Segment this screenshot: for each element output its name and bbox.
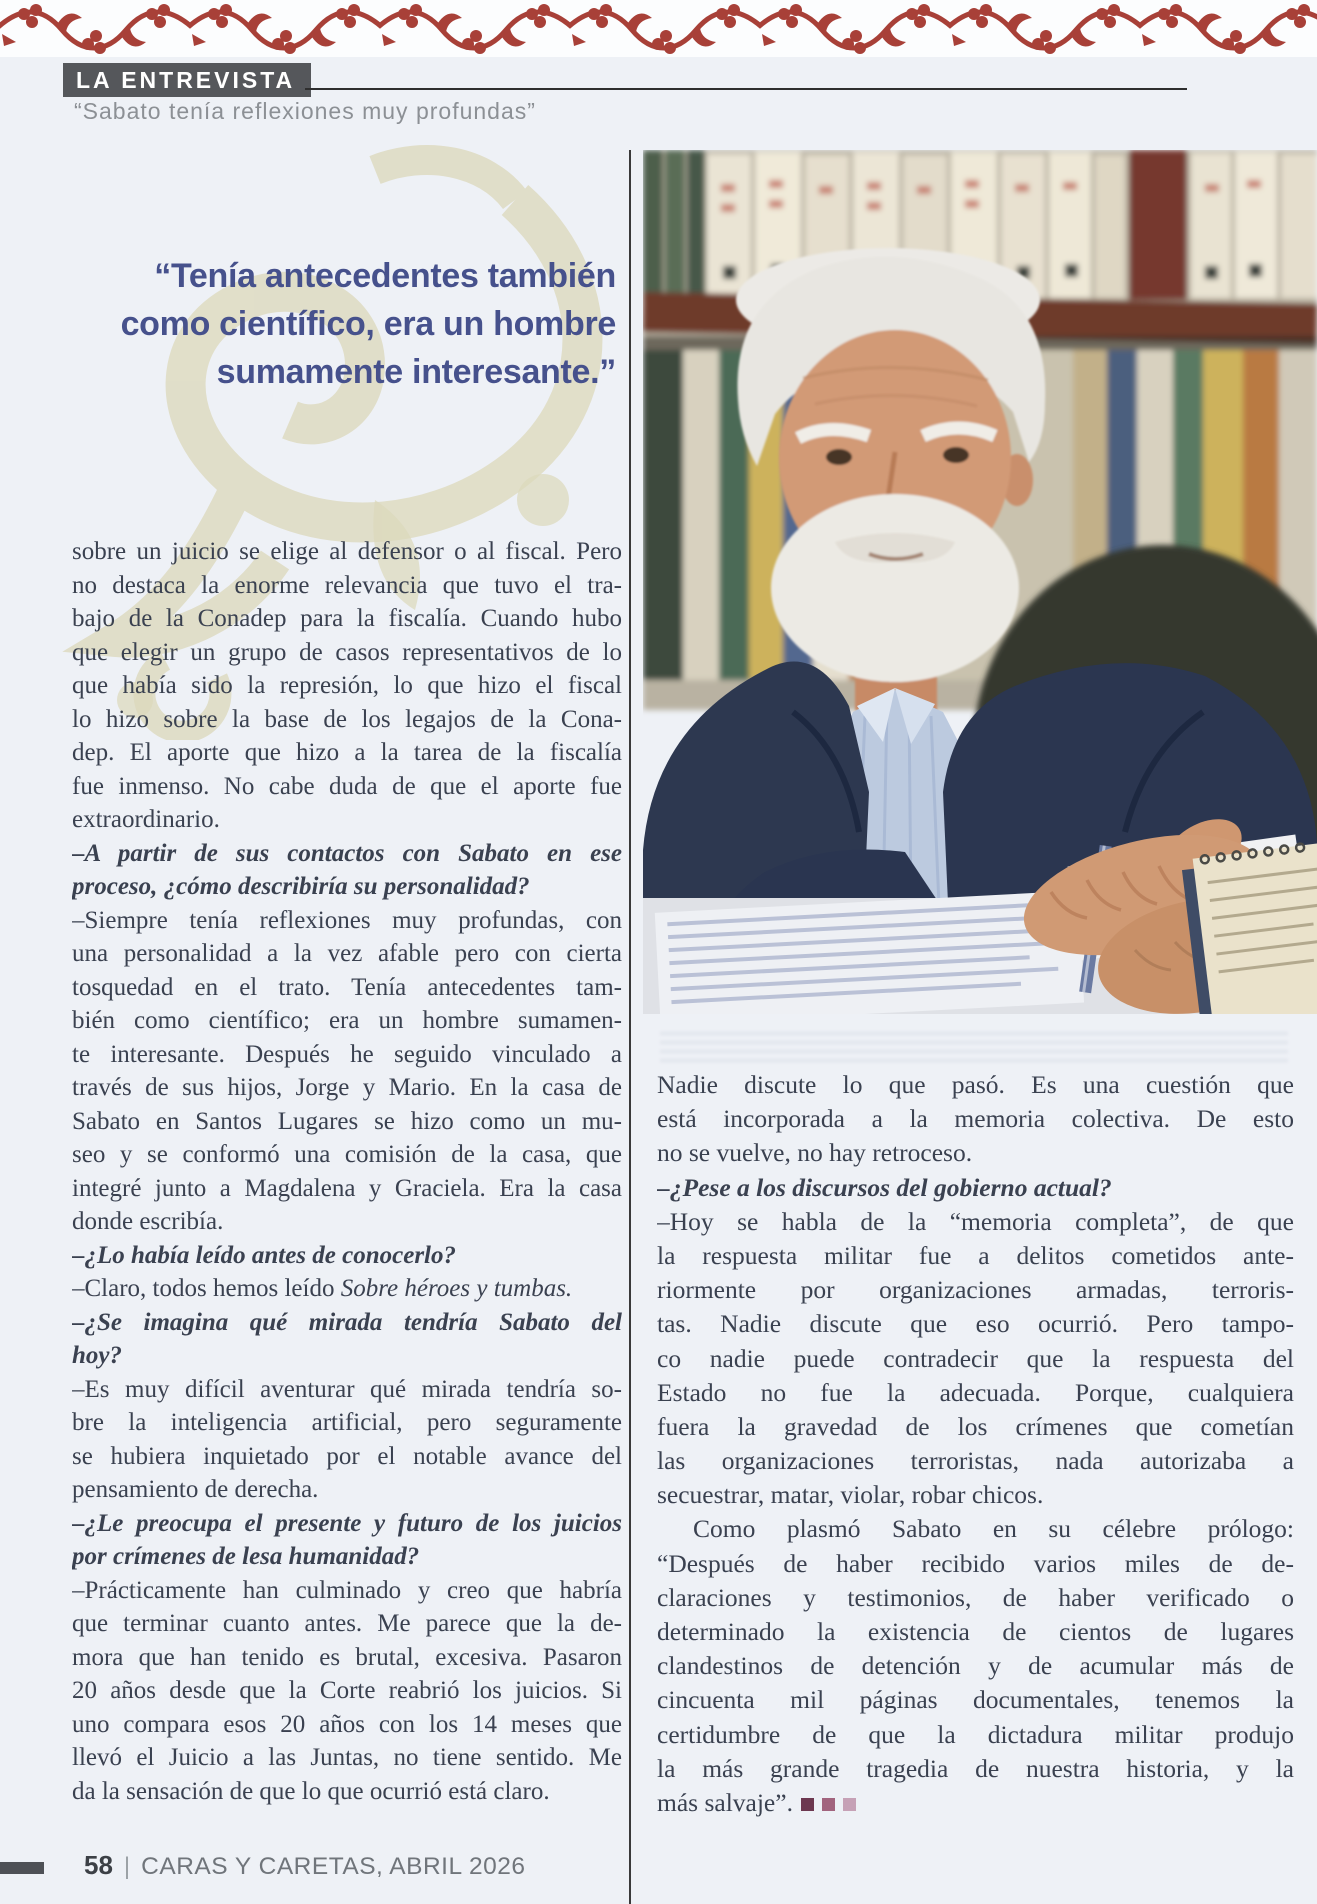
end-mark-square xyxy=(822,1798,835,1811)
end-mark-square xyxy=(801,1798,814,1811)
body-line: Sabato en Santos Lugares se hizo como un mu- xyxy=(72,1107,622,1135)
footer-separator: | xyxy=(123,1853,131,1880)
pull-quote xyxy=(80,252,616,396)
question-line: –¿Pese a los discursos del gobierno actual? xyxy=(657,1172,1112,1202)
section-label-box xyxy=(63,63,311,97)
body-line: una personalidad a la vez afable pero con cierta xyxy=(72,940,622,967)
body-line: que había sido la represión, lo que hizo el fiscal xyxy=(72,672,622,699)
body-line: “Después de haber recibido varios miles de de- xyxy=(657,1548,1294,1578)
body-line: tas. Nadie discute que eso ocurrió. Pero tampo- xyxy=(657,1309,1294,1339)
body-line: –Es muy difícil aventurar qué mirada tendría so- xyxy=(72,1375,622,1403)
ornamental-border xyxy=(0,0,1317,57)
pull-quote-line: sumamente interesante.” xyxy=(216,353,616,391)
body-line: –Hoy se habla de la “memoria completa”, de que xyxy=(657,1206,1294,1236)
body-line: fue inmenso. No cabe duda de que el aporte fue xyxy=(72,772,622,800)
column-divider xyxy=(629,150,631,1904)
question-line: por crímenes de lesa humanidad? xyxy=(72,1543,420,1570)
magazine-name: CARAS Y CARETAS, ABRIL 2026 xyxy=(141,1853,526,1880)
interview-column-right xyxy=(657,1068,1294,1820)
vine-pattern-icon xyxy=(0,0,1317,57)
page-number: 58 xyxy=(84,1850,113,1880)
footer-edge-bar xyxy=(0,1862,44,1874)
spiral-notebook xyxy=(1180,839,1317,1014)
body-line: Nadie discute lo que pasó. Es una cuestión que xyxy=(657,1070,1294,1099)
question-line: proceso, ¿cómo describiría su personalidad? xyxy=(72,873,530,900)
body-line: pensamiento de derecha. xyxy=(72,1476,319,1503)
body-line: clandestinos de detención y de acumular más de xyxy=(657,1651,1294,1681)
header-rule xyxy=(305,88,1187,90)
interviewee-photo xyxy=(643,150,1317,1014)
question-line: –A partir de sus contactos con Sabato en ese xyxy=(72,839,622,867)
body-line: secuestrar, matar, violar, robar chicos. xyxy=(657,1480,1044,1510)
pull-quote-line: como científico, era un hombre xyxy=(120,305,616,343)
body-line: Estado no fue la adecuada. Porque, cualquiera xyxy=(657,1377,1294,1407)
body-line: no se vuelve, no hay retroceso. xyxy=(657,1138,973,1168)
print-showthrough xyxy=(660,1026,1288,1062)
body-line: integré junto a Magdalena y Graciela. Era la casa xyxy=(72,1174,622,1202)
body-line: que terminar cuanto antes. Me parece que la de- xyxy=(72,1610,622,1637)
body-line: más salvaje”. xyxy=(657,1786,1294,1820)
body-line: –Claro, todos hemos leído Sobre héroes y tumbas. xyxy=(72,1275,573,1302)
body-line: co nadie puede contradecir que la respuesta del xyxy=(657,1343,1294,1373)
body-line: determinado la existencia de cientos de lugares xyxy=(657,1617,1294,1646)
body-line: claraciones y testimonios, de haber verificado o xyxy=(657,1582,1294,1612)
body-line: tosquedad en el trato. Tenía antecedentes tam- xyxy=(72,973,622,1001)
body-line: la respuesta militar fue a delitos cometidos ante- xyxy=(657,1240,1294,1270)
body-line: donde escribía. xyxy=(72,1208,224,1235)
body-line: la más grande tragedia de nuestra historia, y la xyxy=(657,1753,1294,1783)
question-line: –¿Lo había leído antes de conocerlo? xyxy=(72,1241,456,1269)
body-line: –Siempre tenía reflexiones muy profundas, con xyxy=(72,906,622,934)
end-mark-square xyxy=(843,1798,856,1811)
body-line: cincuenta mil páginas documentales, tenemos la xyxy=(657,1685,1294,1715)
footer xyxy=(84,1850,526,1881)
body-line: que elegir un grupo de casos representativos de lo xyxy=(72,638,622,666)
interview-column-left xyxy=(72,535,622,1808)
body-line: te interesante. Después he seguido vinculado a xyxy=(72,1040,622,1068)
body-line: mora que han tenido es brutal, excesiva. Pasaron xyxy=(72,1643,622,1671)
body-line: uno compara esos 20 años con los 14 meses que xyxy=(72,1710,622,1738)
body-line: sobre un juicio se elige al defensor o al fiscal. Pero xyxy=(72,538,622,565)
body-line: bién como científico; era un hombre sumamen- xyxy=(72,1007,622,1034)
body-line: está incorporada a la memoria colectiva. De esto xyxy=(657,1104,1294,1134)
body-line: seo y se conformó una comisión de la casa, que xyxy=(72,1141,622,1168)
body-line: Como plasmó Sabato en su célebre prólogo: xyxy=(693,1514,1294,1544)
body-line: las organizaciones terroristas, nada autorizaba a xyxy=(657,1446,1294,1476)
body-line: bajo de la Conadep para la fiscalía. Cuando hubo xyxy=(72,605,622,632)
body-line: lo hizo sobre la base de los legajos de la Cona- xyxy=(72,705,622,733)
question-line: –¿Le preocupa el presente y futuro de los juicios xyxy=(72,1509,622,1537)
section-label: LA ENTREVISTA xyxy=(76,67,296,93)
body-line: fuera la gravedad de los crímenes que cometían xyxy=(657,1411,1294,1441)
pull-quote-line: “Tenía antecedentes también xyxy=(154,257,616,295)
body-line: través de sus hijos, Jorge y Mario. En la casa de xyxy=(72,1074,622,1101)
body-line: extraordinario. xyxy=(72,806,220,833)
body-line: 20 años desde que la Corte reabrió los juicios. Si xyxy=(72,1677,622,1704)
body-line: llevó el Juicio a las Juntas, no tiene sentido. Me xyxy=(72,1744,622,1771)
body-line: riormente por organizaciones armadas, terroris- xyxy=(657,1275,1294,1305)
question-line: hoy? xyxy=(72,1342,122,1369)
body-line: no destaca la enorme relevancia que tuvo el tra- xyxy=(72,571,622,599)
body-line: da la sensación de que lo que ocurrió está claro. xyxy=(72,1777,550,1805)
question-line: –¿Se imagina qué mirada tendría Sabato del xyxy=(72,1308,622,1336)
body-line: dep. El aporte que hizo a la tarea de la fiscalía xyxy=(72,739,622,766)
body-line: –Prácticamente han culminado y creo que habría xyxy=(72,1576,622,1604)
subtitle: “Sabato tenía reflexiones muy profundas” xyxy=(74,98,536,124)
body-line: se hubiera inquietado por el notable avance del xyxy=(72,1442,622,1470)
body-line: certidumbre de que la dictadura militar produjo xyxy=(657,1719,1294,1749)
body-line: bre la inteligencia artificial, pero seguramente xyxy=(72,1409,622,1436)
